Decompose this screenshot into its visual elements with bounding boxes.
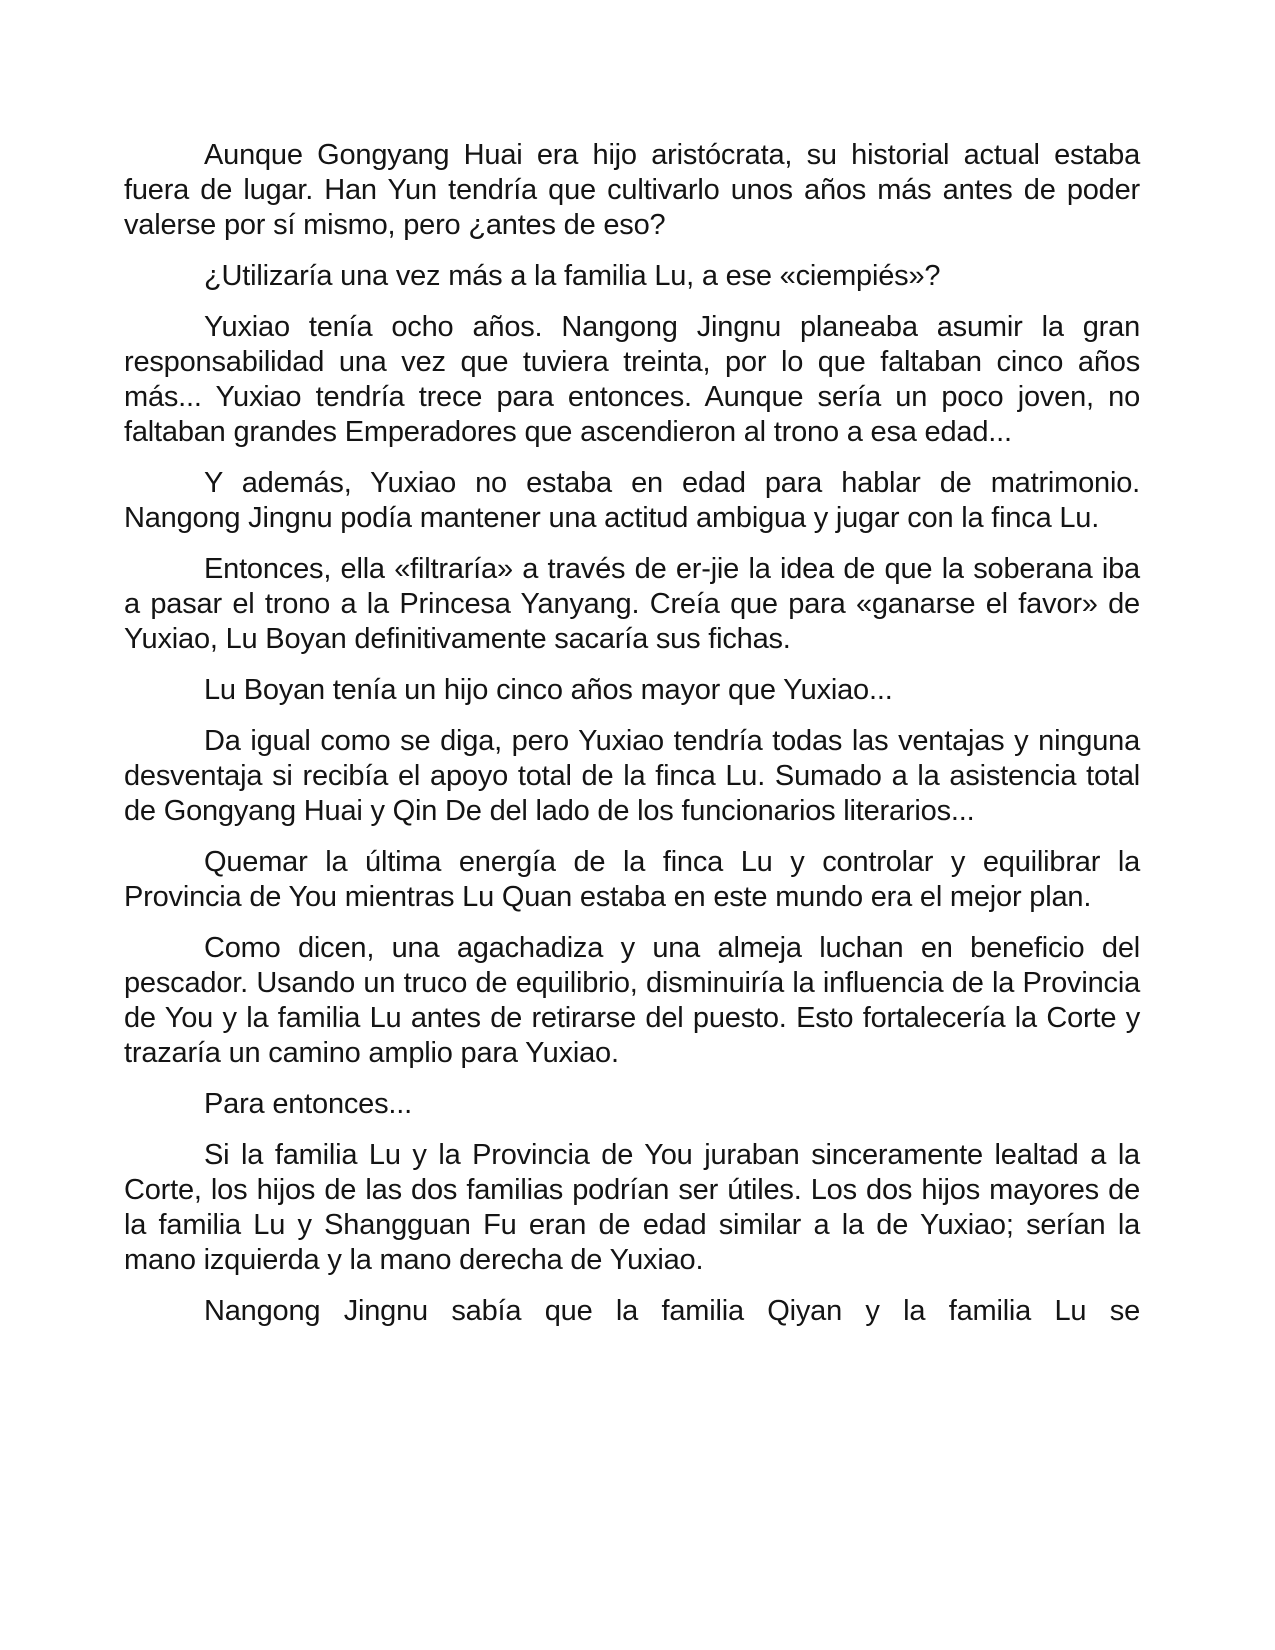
paragraph-5: Entonces, ella «filtraría» a través de er-jie la idea de que la soberana iba a pasar el trono a la Princesa Yanyang. Creía que para «ganarse el favor» de Yuxiao, Lu Boyan definitivamente sacaría sus fichas. <box>124 553 1140 655</box>
paragraph-1: Aunque Gongyang Huai era hijo aristócrata, su historial actual estaba fuera de lugar. Han Yun tendría que cultivarlo unos años más antes de poder valerse por sí mismo, pero ¿antes de eso? <box>124 139 1140 241</box>
paragraph-8: Quemar la última energía de la finca Lu y controlar y equilibrar la Provincia de You mientras Lu Quan estaba en este mundo era el mejor plan. <box>124 846 1140 913</box>
paragraph-7: Da igual como se diga, pero Yuxiao tendría todas las ventajas y ninguna desventaja si recibía el apoyo total de la finca Lu. Sumado a la asistencia total de Gongyang Huai y Qin De del lado de los funcionarios literarios... <box>124 725 1140 827</box>
paragraph-4: Y además, Yuxiao no estaba en edad para hablar de matrimonio. Nangong Jingnu podía mantener una actitud ambigua y jugar con la finca Lu. <box>124 467 1140 534</box>
paragraph-12: Nangong Jingnu sabía que la familia Qiyan y la familia Lu se <box>204 1295 1140 1327</box>
paragraph-10: Para entonces... <box>204 1088 412 1120</box>
paragraph-6: Lu Boyan tenía un hijo cinco años mayor que Yuxiao... <box>204 674 893 706</box>
paragraph-2: ¿Utilizaría una vez más a la familia Lu, a ese «ciempiés»? <box>204 260 941 292</box>
paragraph-11: Si la familia Lu y la Provincia de You juraban sinceramente lealtad a la Corte, los hijos de las dos familias podrían ser útiles. Los dos hijos mayores de la familia Lu y Shangguan Fu eran de edad similar a la de Yuxiao; serían la mano izquierda y la mano derecha de Yuxiao. <box>124 1139 1140 1276</box>
paragraph-3: Yuxiao tenía ocho años. Nangong Jingnu planeaba asumir la gran responsabilidad una vez que tuviera treinta, por lo que faltaban cinco años más... Yuxiao tendría trece para entonces. Aunque sería un poco joven, no faltaban grandes Emperadores que ascendieron al trono a esa edad... <box>124 311 1140 448</box>
paragraph-9: Como dicen, una agachadiza y una almeja luchan en beneficio del pescador. Usando un truco de equilibrio, disminuiría la influencia de la Provincia de You y la familia Lu antes de retirarse del puesto. Esto fortalecería la Corte y trazaría un camino amplio para Yuxiao. <box>124 932 1140 1069</box>
document-page <box>124 138 1140 1345</box>
